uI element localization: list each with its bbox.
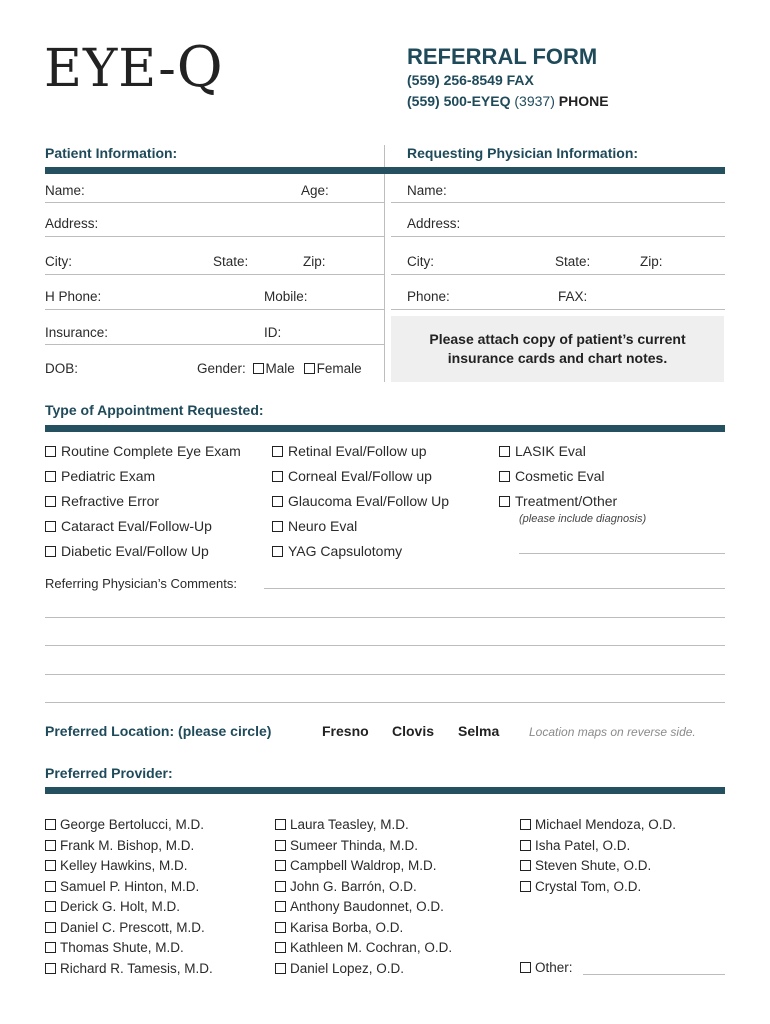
form-title: REFERRAL FORM — [407, 44, 598, 69]
male-checkbox[interactable] — [253, 363, 264, 374]
physician-phone-line[interactable] — [391, 309, 725, 310]
checkbox[interactable] — [45, 819, 56, 830]
checkbox[interactable] — [520, 881, 531, 892]
checkbox[interactable] — [275, 819, 286, 830]
appt-option[interactable]: LASIK Eval — [499, 443, 617, 468]
phone-number: (559) 500-EYEQ — [407, 93, 511, 109]
checkbox[interactable] — [272, 521, 283, 532]
provider-other-label: Other: — [535, 960, 573, 975]
appt-option[interactable]: Neuro Eval — [272, 518, 449, 543]
checkbox[interactable] — [275, 881, 286, 892]
gender-group — [197, 361, 362, 376]
checkbox[interactable] — [45, 963, 56, 974]
physician-zip-label: Zip: — [640, 254, 663, 269]
appt-option[interactable]: Cosmetic Eval — [499, 468, 617, 493]
provider-option[interactable]: George Bertolucci, M.D. — [45, 817, 213, 838]
provider-option[interactable]: John G. Barrón, O.D. — [275, 879, 452, 900]
provider-option[interactable]: Sumeer Thinda, M.D. — [275, 838, 452, 859]
provider-col2 — [275, 817, 452, 981]
attach-note-line1: Please attach copy of patient’s current — [429, 331, 686, 347]
appt-option[interactable]: Glaucoma Eval/Follow Up — [272, 493, 449, 518]
physician-city-label: City: — [407, 254, 434, 269]
physician-address-line[interactable] — [391, 236, 725, 237]
location-selma[interactable]: Selma — [458, 723, 500, 739]
checkbox[interactable] — [45, 546, 56, 557]
patient-address-line[interactable] — [45, 236, 384, 237]
logo-q: Q — [176, 35, 224, 100]
checkbox[interactable] — [45, 521, 56, 532]
checkbox[interactable] — [520, 860, 531, 871]
location-clovis[interactable]: Clovis — [392, 723, 435, 739]
checkbox[interactable] — [45, 901, 56, 912]
location-fresno[interactable]: Fresno — [322, 723, 369, 739]
physician-address-label: Address: — [407, 216, 461, 231]
fax-line — [407, 72, 534, 88]
appt-option[interactable]: Pediatric Exam — [45, 468, 241, 493]
physician-info-heading: Requesting Physician Information: — [407, 145, 639, 161]
attach-note-box — [391, 316, 724, 382]
attach-note — [391, 316, 724, 368]
provider-option[interactable]: Samuel P. Hinton, M.D. — [45, 879, 213, 900]
appt-option[interactable]: Treatment/Other — [499, 493, 617, 513]
patient-city-label: City: — [45, 254, 72, 269]
provider-option[interactable]: Campbell Waldrop, M.D. — [275, 858, 452, 879]
patient-hphone-label: H Phone: — [45, 289, 102, 304]
comments-label: Referring Physician’s Comments: — [45, 576, 237, 591]
appt-option[interactable]: Retinal Eval/Follow up — [272, 443, 449, 468]
patient-info-heading: Patient Information: — [45, 145, 178, 161]
provider-option[interactable]: Anthony Baudonnet, O.D. — [275, 899, 452, 920]
patient-insurance-label: Insurance: — [45, 325, 109, 340]
physician-name-line[interactable] — [391, 202, 725, 203]
provider-option[interactable]: Richard R. Tamesis, M.D. — [45, 961, 213, 982]
checkbox[interactable] — [275, 840, 286, 851]
provider-other-line[interactable] — [583, 974, 725, 975]
checkbox[interactable] — [45, 840, 56, 851]
appointment-bar — [45, 425, 725, 432]
provider-option[interactable]: Crystal Tom, O.D. — [520, 879, 676, 900]
male-label: Male — [265, 361, 295, 376]
checkbox[interactable] — [45, 942, 56, 953]
checkbox[interactable] — [275, 963, 286, 974]
provider-option[interactable]: Thomas Shute, M.D. — [45, 940, 213, 961]
column-divider — [384, 145, 385, 382]
provider-option[interactable]: Kelley Hawkins, M.D. — [45, 858, 213, 879]
patient-mobile-label: Mobile: — [264, 289, 308, 304]
appt-option[interactable]: YAG Capsulotomy — [272, 543, 449, 568]
comments-line-1[interactable] — [264, 588, 725, 589]
provider-option[interactable]: Daniel Lopez, O.D. — [275, 961, 452, 982]
checkbox[interactable] — [45, 881, 56, 892]
female-label: Female — [316, 361, 362, 376]
appt-option[interactable]: Diabetic Eval/Follow Up — [45, 543, 241, 568]
location-label: Preferred Location: (please circle) — [45, 723, 272, 739]
checkbox[interactable] — [45, 922, 56, 933]
checkbox[interactable] — [520, 819, 531, 830]
physician-phone-label: Phone: — [407, 289, 450, 304]
comments-line-3[interactable] — [45, 645, 725, 646]
provider-col3 — [520, 817, 676, 899]
provider-col1 — [45, 817, 213, 981]
physician-fax-label: FAX: — [558, 289, 588, 304]
patient-dob-label: DOB: — [45, 361, 79, 376]
appt-option[interactable]: Cataract Eval/Follow-Up — [45, 518, 241, 543]
physician-state-label: State: — [555, 254, 591, 269]
patient-zip-label: Zip: — [303, 254, 326, 269]
patient-state-label: State: — [213, 254, 249, 269]
provider-option[interactable]: Frank M. Bishop, M.D. — [45, 838, 213, 859]
provider-option[interactable]: Daniel C. Prescott, M.D. — [45, 920, 213, 941]
provider-option[interactable]: Kathleen M. Cochran, O.D. — [275, 940, 452, 961]
patient-age-label: Age: — [301, 183, 329, 198]
location-maps-note: Location maps on reverse side. — [529, 725, 696, 739]
appt-option[interactable]: Corneal Eval/Follow up — [272, 468, 449, 493]
provider-bar — [45, 787, 725, 794]
physician-city-line[interactable] — [391, 274, 725, 275]
checkbox[interactable] — [499, 496, 510, 507]
appointment-col3 — [499, 443, 617, 513]
appt-option[interactable]: Refractive Error — [45, 493, 241, 518]
patient-insurance-line[interactable] — [45, 344, 384, 345]
fax-number: (559) 256-8549 — [407, 72, 503, 88]
fax-label: FAX — [506, 72, 534, 88]
phone-line — [407, 93, 609, 109]
patient-city-line[interactable] — [45, 274, 384, 275]
checkbox[interactable] — [520, 962, 531, 973]
checkbox[interactable] — [520, 840, 531, 851]
comments-line-5[interactable] — [45, 702, 725, 703]
checkbox[interactable] — [45, 446, 56, 457]
provider-option[interactable]: Michael Mendoza, O.D. — [520, 817, 676, 838]
checkbox[interactable] — [45, 496, 56, 507]
patient-name-line[interactable] — [45, 202, 384, 203]
patient-phone-line[interactable] — [45, 309, 384, 310]
gender-label: Gender: — [197, 361, 246, 376]
appointment-heading: Type of Appointment Requested: — [45, 402, 264, 418]
section-bar — [45, 167, 725, 174]
provider-option[interactable]: Karisa Borba, O.D. — [275, 920, 452, 941]
comments-line-4[interactable] — [45, 674, 725, 675]
provider-other[interactable] — [520, 960, 573, 975]
attach-note-line2: insurance cards and chart notes. — [447, 350, 668, 366]
checkbox[interactable] — [272, 496, 283, 507]
diagnosis-note: (please include diagnosis) — [519, 513, 647, 525]
physician-name-label: Name: — [407, 183, 447, 198]
provider-option[interactable]: Derick G. Holt, M.D. — [45, 899, 213, 920]
checkbox[interactable] — [272, 546, 283, 557]
checkbox[interactable] — [275, 942, 286, 953]
provider-option[interactable]: Laura Teasley, M.D. — [275, 817, 452, 838]
diagnosis-line[interactable] — [519, 553, 725, 554]
checkbox[interactable] — [275, 860, 286, 871]
checkbox[interactable] — [272, 471, 283, 482]
logo-text: EYE- — [44, 39, 177, 99]
checkbox[interactable] — [45, 860, 56, 871]
comments-line-2[interactable] — [45, 617, 725, 618]
appt-option[interactable]: Routine Complete Eye Exam — [45, 443, 241, 468]
appointment-col1 — [45, 443, 241, 568]
checkbox[interactable] — [272, 446, 283, 457]
patient-name-label: Name: — [45, 183, 85, 198]
provider-heading: Preferred Provider: — [45, 765, 173, 781]
checkbox[interactable] — [499, 471, 510, 482]
patient-address-label: Address: — [45, 216, 99, 231]
patient-id-label: ID: — [264, 325, 282, 340]
provider-option[interactable]: Steven Shute, O.D. — [520, 858, 676, 879]
checkbox[interactable] — [45, 471, 56, 482]
phone-label: PHONE — [558, 93, 609, 109]
female-checkbox[interactable] — [304, 363, 315, 374]
appointment-col2 — [272, 443, 449, 568]
phone-digits: (3937) — [514, 93, 555, 109]
checkbox[interactable] — [275, 901, 286, 912]
eye-q-logo — [44, 35, 224, 100]
checkbox[interactable] — [275, 922, 286, 933]
checkbox[interactable] — [499, 446, 510, 457]
provider-option[interactable]: Isha Patel, O.D. — [520, 838, 676, 859]
